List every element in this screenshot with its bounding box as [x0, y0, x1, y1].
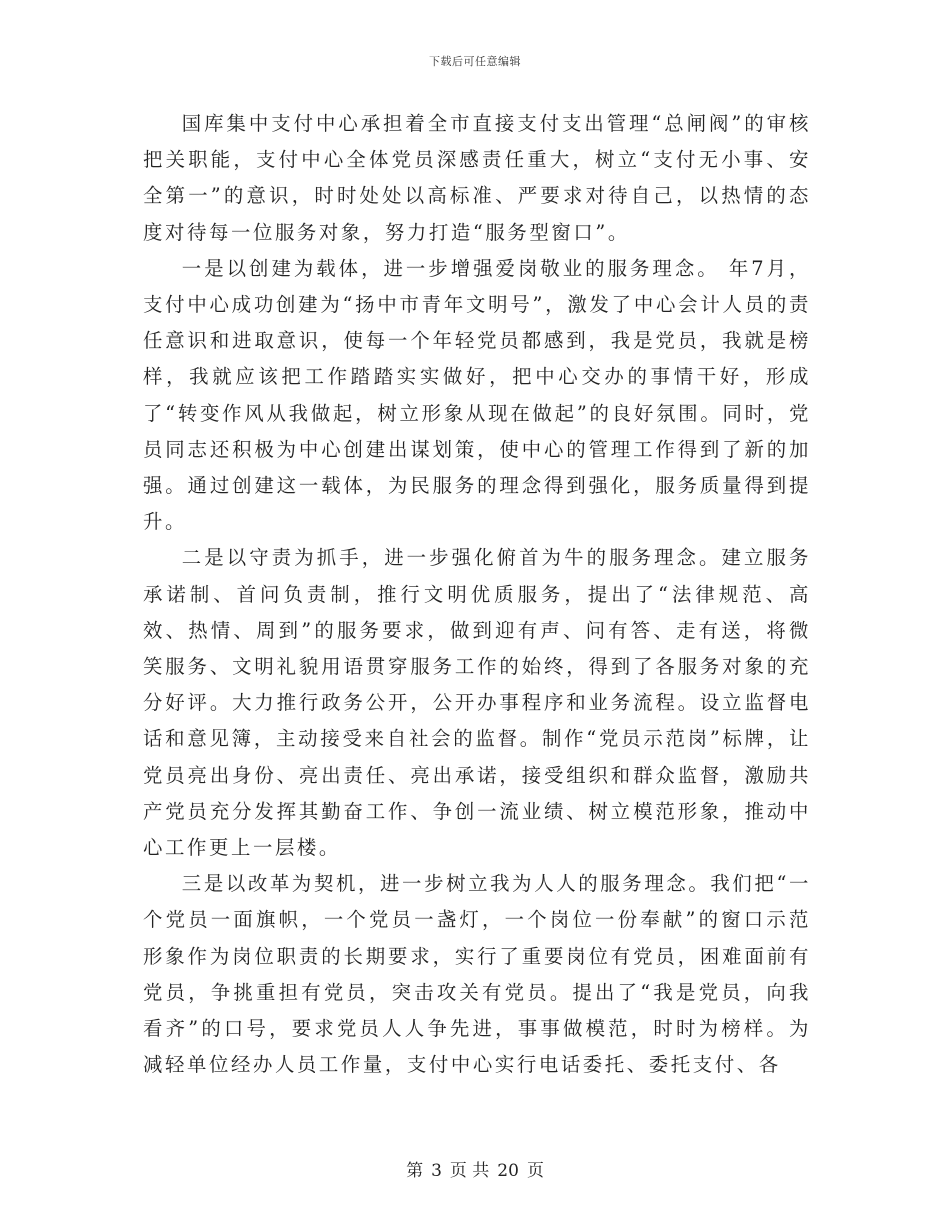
header-note: 下载后可任意编辑	[429, 55, 521, 68]
footer-total-pages: 20	[497, 1161, 519, 1181]
page-number-footer	[0, 1156, 950, 1181]
footer-prefix: 第	[406, 1161, 424, 1181]
paragraph-point-two: 二是以守责为抓手，进一步强化俯首为牛的服务理念。建立服务承诺制、首问负责制，推行文明优质服务，提出了“法律规范、高效、热情、周到”的服务要求，做到迎有声、问有答、走有送，将微笑服务、文明礼貌用语贯穿服务工作的始终，得到了各服务对象的充分好评。大力推行政务公开，公开办事程序和业务流程。设立监督电话和意见簿，主动接受来自社会的监督。制作“党员示范岗”标牌，让党员亮出身份、亮出责任、亮出承诺，接受组织和群众监督，激励共产党员充分发挥其勤奋工作、争创一流业绩、树立模范形象，推动中心工作更上一层楼。	[143, 546, 811, 860]
footer-middle: 页 共	[449, 1161, 490, 1181]
document-body	[143, 106, 811, 1083]
paragraph-point-one: 一是以创建为载体，进一步增强爱岗敬业的服务理念。 年7月，支付中心成功创建为“扬中市青年文明号”，激发了中心会计人员的责任意识和进取意识，使每一个年轻党员都感到，我是党员，我就是榜样，我就应该把工作踏踏实实做好，把中心交办的事情干好，形成了“转变作风从我做起，树立形象从现在做起”的良好氛围。同时，党员同志还积极为中心创建出谋划策，使中心的管理工作得到了新的加强。通过创建这一载体，为民服务的理念得到强化，服务质量得到提升。	[143, 256, 811, 534]
footer-suffix: 页	[526, 1161, 544, 1181]
footer-page-number: 3	[431, 1161, 442, 1181]
paragraph-intro: 国库集中支付中心承担着全市直接支付支出管理“总闸阀”的审核把关职能，支付中心全体党员深感责任重大，树立“支付无小事、安全第一”的意识，时时处处以高标准、严要求对待自己，以热情的态度对待每一位服务对象，努力打造“服务型窗口”。	[143, 112, 811, 244]
paragraph-point-three: 三是以改革为契机，进一步树立我为人人的服务理念。我们把“一个党员一面旗帜，一个党员一盏灯，一个岗位一份奉献”的窗口示范形象作为岗位职责的长期要求，实行了重要岗位有党员，困难面前有党员，争挑重担有党员，突击攻关有党员。提出了“我是党员，向我看齐”的口号，要求党员人人争先进，事事做模范，时时为榜样。为减轻单位经办人员工作量，支付中心实行电话委托、委托支付、各	[143, 872, 811, 1077]
